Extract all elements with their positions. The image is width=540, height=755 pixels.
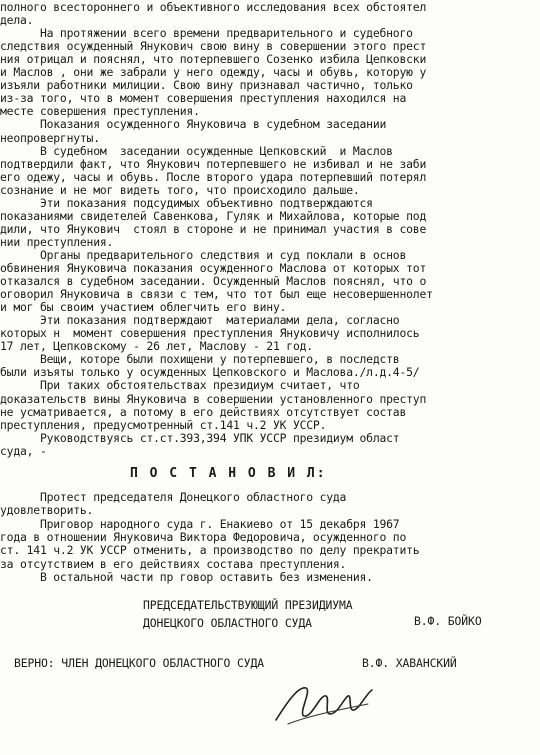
body-text-line: его одежу, часы и обувь. После второго удара потерпевший потерял xyxy=(0,169,427,184)
resolution-text-line: удовлетворить. xyxy=(0,503,94,518)
resolution-text-line: года в отношении Януковича Виктора Федоровича, осужденного по xyxy=(0,529,407,544)
resolution-text-line: ст. 141 ч.2 УК УССР отменить, а производство по делу прекратить xyxy=(0,543,420,558)
certification-name: В.Ф. ХАВАНСКИЙ xyxy=(362,656,457,670)
body-text-line: суда, - xyxy=(0,443,47,458)
body-text-line: ния отрицал и пояснял, что потерпевшего Созенко избила Цепковски xyxy=(0,52,427,67)
body-text-line: и Маслов , они же забрали у него одежду, часы и обувь, которую у xyxy=(0,65,427,80)
body-text-line: Показания осужденного Януковича в судебном заседании xyxy=(0,117,387,132)
body-text-line: которых н момент совершения преступления Януковичу исполнилось xyxy=(0,326,420,341)
body-text-line: Органы предварительного следствия и суд поклали в основ xyxy=(0,247,407,262)
body-text-line: В судебном заседании осужденные Цепковский и Маслов xyxy=(0,143,393,158)
body-text-line: показаниями свидетелей Савенкова, Гуляк и Михайлова, которые под xyxy=(0,208,427,223)
certification-label: ВЕРНО: ЧЛЕН ДОНЕЦКОГО ОБЛАСТНОГО СУДА xyxy=(14,656,265,670)
body-text-line: были изъяты только у осужденных Цепковского и Маслова./л.д.4-5/ xyxy=(0,365,420,380)
handwritten-signature xyxy=(268,664,378,734)
decision-heading: П О С Т А Н О В И Л: xyxy=(130,466,327,481)
body-text-line: дела. xyxy=(0,13,34,28)
body-text-line: следствия осужденный Янукович свою вину в совершении этого прест xyxy=(0,39,427,54)
body-text-line: подтвердили факт, что Янукович потерпевшего не избивал и не заби xyxy=(0,156,427,171)
body-text-line: из-за того, что в момент совершения преступления находился на xyxy=(0,91,407,106)
body-text-line: не усматривается, а потому в его действиях отсутствует состав xyxy=(0,404,407,419)
body-text-line: На протяжении всего времени предварительного и судебного xyxy=(0,26,413,41)
body-text-line: Руководствуясь ст.ст.393,394 УПК УССР президиум област xyxy=(0,430,400,445)
body-text-line: Эти показания подтверждают материалами дела, согласно xyxy=(0,313,400,328)
resolution-text-line: Протест председателя Донецкого областного суда xyxy=(0,490,347,504)
body-text-line: сознание и не мог видеть того, что происходило дальше. xyxy=(0,182,360,197)
presiding-name: В.Ф. БОЙКО xyxy=(414,614,482,628)
body-text-line: отказался в судебном заседании. Осужденный Маслов пояснял, что о xyxy=(0,274,427,289)
resolution-text-line: за отсутствием в его действиях состава преступления. xyxy=(0,556,347,571)
body-text-line: При таких обстоятельствах президиум считает, что xyxy=(0,378,360,393)
presiding-title-line1: ПРЕДСЕДАТЕЛЬСТВУЮЩИЙ ПРЕЗИДИУМА xyxy=(143,598,353,612)
body-text-line: месте совершения преступления. xyxy=(0,104,200,119)
body-text-line: дили, что Янукович стоял в стороне и не принимал участия в сове xyxy=(0,221,427,236)
body-text-line: полного всестороннего и объективного исследования всех обстоятел xyxy=(0,0,427,14)
body-text-line: неопровергнуты. xyxy=(0,130,100,145)
body-text-line: обвинения Януковича показания осужденного Маслова от которых тот xyxy=(0,261,427,275)
body-text-line: 17 лет, Цепковскому - 26 лет, Маслову - 21 год. xyxy=(0,339,313,354)
body-text-line: Эти показания подсудимых объективно подтверждаются xyxy=(0,195,373,210)
body-text-line: нии преступления. xyxy=(0,234,114,249)
resolution-text-line: Приговор народного суда г. Енакиево от 15 декабря 1967 xyxy=(0,516,400,531)
body-text-line: оговорил Януковича в связи с тем, что тот был еще несовершеннолет xyxy=(0,287,433,302)
presiding-title-line2: ДОНЕЦКОГО ОБЛАСТНОГО СУДА xyxy=(143,616,312,630)
body-text-line: преступления, предусмотренный ст.141 ч.2 УК УССР. xyxy=(0,417,327,432)
body-text-line: Вещи, которе были похищени у потерпевшего, в последств xyxy=(0,352,400,367)
resolution-text-line: В остальной части пр говор оставить без изменения. xyxy=(0,569,373,584)
body-text-line: и мог бы своим участием облегчить его вину. xyxy=(0,300,287,315)
body-text-line: изъяли работники милиции. Свою вину признавал частично, только xyxy=(0,78,413,93)
body-text-line: доказательств вины Януковича в совершении установленного преступ xyxy=(0,391,427,406)
